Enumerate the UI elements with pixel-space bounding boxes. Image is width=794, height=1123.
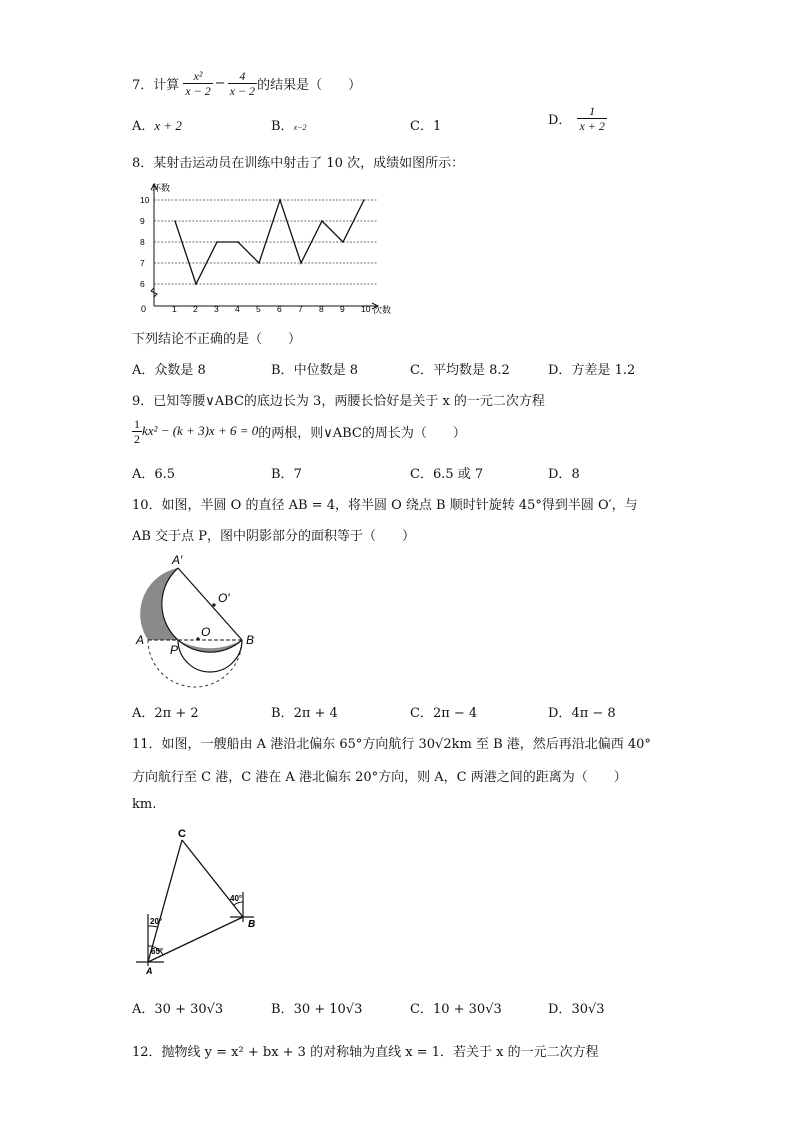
chart-y-tick-label: 8	[140, 237, 145, 247]
chart-x-tick-label: 6	[277, 304, 282, 314]
option-label: C．	[410, 119, 433, 134]
option-text: 1	[432, 119, 442, 134]
chart-y-tick-label: 10	[140, 195, 150, 205]
option-text: 10 + 30√3	[432, 1002, 502, 1017]
q7-stem	[132, 66, 361, 100]
q7-fraction-2-denominator: x − 2	[229, 83, 256, 98]
chart-x-tick-label: 4	[235, 304, 240, 314]
q7-number: 7．计算	[132, 77, 180, 93]
angle-arc-20	[148, 926, 158, 927]
option-label: A．	[132, 467, 155, 482]
shaded-region-left	[140, 568, 178, 640]
option-text: 7	[293, 467, 302, 482]
q7-option-a	[132, 115, 182, 134]
chart-y-tick-label: 7	[140, 258, 145, 268]
option-label: B．	[271, 119, 294, 134]
fraction-denominator: 2	[134, 431, 140, 446]
label-20-degrees: 20°	[150, 917, 163, 926]
option-label: D．	[548, 363, 572, 378]
option-label: D．	[548, 467, 572, 482]
chart-x-tick-label: 2	[193, 304, 198, 314]
label-65-degrees: 65°	[151, 947, 164, 956]
q10-option-b	[271, 702, 338, 721]
option-label: C．	[410, 363, 433, 378]
chart-x-tick-label: 5	[256, 304, 261, 314]
option-text: x−2	[293, 123, 307, 132]
chart-x-tick-label: 9	[340, 304, 345, 314]
q7-fraction-1	[183, 69, 212, 98]
q7-fraction-1-numerator: x²	[183, 69, 212, 84]
q7-option-d	[548, 104, 607, 133]
option-label: A．	[132, 1002, 155, 1017]
q11-option-b	[271, 998, 362, 1017]
q11-option-a	[132, 998, 223, 1017]
q8-stem: 8．某射击运动员在训练中射击了 10 次，成绩如图所示：	[132, 156, 465, 171]
chart-data-point	[216, 241, 218, 243]
option-text: 中位数是 8	[293, 363, 358, 378]
chart-data-point	[174, 220, 176, 222]
q11-option-d	[548, 998, 605, 1017]
label-c: C	[178, 828, 186, 840]
option-label: A．	[132, 706, 155, 721]
label-o: O	[201, 625, 211, 639]
option-text: 6.5	[154, 467, 176, 482]
point-o	[196, 637, 199, 640]
q11-line2: 方向航行至 C 港，C 港在 A 港北偏东 20°方向，则 A，C 两港之间的距离为（ ）	[132, 770, 627, 785]
q8-option-b	[271, 359, 358, 378]
label-b: B	[248, 919, 256, 930]
q9-line2-tail: 的两根，则∨ABC的周长为（ ）	[258, 425, 466, 441]
q8-chart	[130, 178, 400, 318]
option-text: 众数是 8	[154, 363, 206, 378]
q12-line1: 12．抛物线 y = x² + bx + 3 的对称轴为直线 x = 1．若关于 x 的一元二次方程	[132, 1045, 599, 1060]
q11-figure	[130, 826, 270, 976]
option-label: A．	[132, 119, 155, 134]
chart-ticks	[140, 195, 371, 314]
chart-data-point	[237, 241, 239, 243]
option-text: 4π − 8	[571, 706, 616, 721]
q9-option-b	[271, 463, 302, 482]
option-label: B．	[271, 467, 294, 482]
label-a: A	[136, 633, 145, 647]
chart-data-point	[363, 199, 365, 201]
q10-option-a	[132, 702, 199, 721]
chart-data-point	[342, 241, 344, 243]
q9-option-d	[548, 463, 580, 482]
chart-x-tick-label: 3	[214, 304, 219, 314]
option-label: C．	[410, 467, 433, 482]
option-text: 2π + 4	[293, 706, 338, 721]
q11-line3: km.	[132, 797, 157, 812]
chart-data-point	[300, 262, 302, 264]
label-a1: A′	[172, 553, 183, 567]
option-text: 8	[571, 467, 580, 482]
q9-option-c	[410, 463, 483, 482]
q11-option-c	[410, 998, 502, 1017]
segment-ac	[148, 840, 182, 962]
chart-data-point	[279, 199, 281, 201]
q7-minus: −	[214, 75, 226, 91]
q7-option-b	[271, 115, 307, 134]
segment-cb	[182, 840, 243, 917]
chart-x-axis-label: 次数	[373, 305, 392, 315]
q7-fraction-2-numerator: 4	[228, 69, 257, 84]
chart-y-tick-label: 9	[140, 216, 145, 226]
q10-option-d	[548, 702, 616, 721]
option-text: 2π − 4	[432, 706, 478, 721]
chart-data-point	[321, 220, 323, 222]
chart-x-tick-label: 10	[361, 304, 371, 314]
label-40-degrees: 40°	[230, 894, 243, 903]
label-p: P	[170, 643, 179, 657]
fraction-denominator: x + 2	[579, 119, 605, 133]
q7-fraction-1-denominator: x − 2	[185, 83, 211, 98]
chart-data-point	[195, 283, 197, 285]
q8-option-c	[410, 359, 510, 378]
chart-x-tick-label: 8	[319, 304, 324, 314]
chart-y-axis-label: 环数	[152, 183, 171, 193]
q9-equation: kx² − (k + 3)x + 6 = 0	[142, 423, 259, 438]
chart-data-point	[258, 262, 260, 264]
option-text: 2π + 2	[154, 706, 199, 721]
q8-option-a	[132, 359, 206, 378]
q7-option-c	[410, 115, 441, 134]
q10-line1: 10．如图，半圆 O 的直径 AB = 4，将半圆 O 绕点 B 顺时针旋转 45°得到半圆 O′，与	[132, 498, 638, 513]
q7-tail: 的结果是（ ）	[257, 77, 362, 93]
label-a: A	[146, 966, 153, 976]
option-text: x + 2	[154, 118, 182, 133]
q10-line2: AB 交于点 P，图中阴影部分的面积等于（ ）	[132, 529, 415, 544]
chart-x-tick-label: 7	[298, 304, 303, 314]
q8-option-d	[548, 359, 635, 378]
option-text: 30√3	[571, 1002, 605, 1017]
q10-figure	[132, 550, 272, 695]
q11-line1: 11．如图，一艘船由 A 港沿北偏东 65°方向航行 30√2km 至 B 港，然后再沿北偏西 40°	[132, 737, 651, 752]
q9-half-fraction	[132, 417, 142, 446]
option-label: D．	[548, 706, 572, 721]
q10-option-c	[410, 702, 477, 721]
label-b: B	[246, 633, 255, 647]
q9-line1: 9．已知等腰∨ABC的底边长为 3，两腰长恰好是关于 x 的一元二次方程	[132, 394, 545, 409]
option-label: C．	[410, 706, 433, 721]
option-label: B．	[271, 363, 294, 378]
q7-fraction-2	[228, 69, 257, 98]
option-text: 方差是 1.2	[571, 363, 636, 378]
chart-y-tick-label: 6	[140, 279, 145, 289]
q9-line2	[132, 414, 466, 448]
q9-option-a	[132, 463, 175, 482]
option-label: B．	[271, 706, 294, 721]
q7-option-d-fraction	[577, 104, 606, 133]
option-label: A．	[132, 363, 155, 378]
fraction-numerator: 1	[134, 416, 140, 431]
option-label: D．	[548, 1002, 572, 1017]
label-o1: O′	[218, 591, 230, 605]
q8-follow: 下列结论不正确的是（ ）	[132, 332, 302, 347]
option-text: 6.5 或 7	[432, 467, 484, 482]
option-text: 30 + 30√3	[154, 1002, 224, 1017]
option-label: C．	[410, 1002, 433, 1017]
chart-x-tick-label: 1	[172, 304, 177, 314]
option-label: B．	[271, 1002, 294, 1017]
option-label: D．	[548, 113, 572, 128]
option-text: 平均数是 8.2	[432, 363, 510, 378]
chart-origin-label: 0	[141, 304, 147, 314]
point-o1	[212, 603, 215, 606]
fraction-numerator: 1	[577, 104, 606, 119]
option-text: 30 + 10√3	[293, 1002, 363, 1017]
